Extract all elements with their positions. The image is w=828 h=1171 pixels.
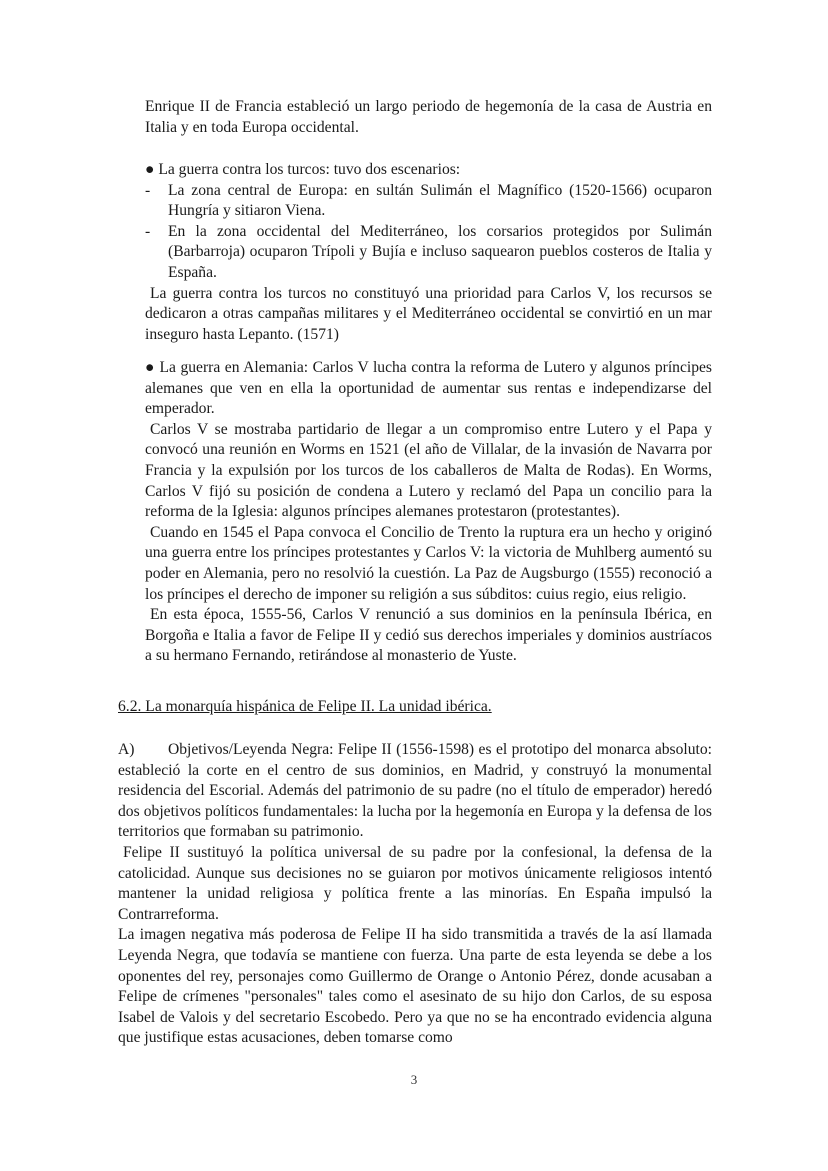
- paragraph: En esta época, 1555-56, Carlos V renunció a sus dominios en la península Ibérica, en Borgoña e Italia a favor de Felipe II y cedió sus derechos imperiales y dominios austríacos a su hermano Fernando, retirándose al monasterio de Yuste.: [145, 606, 712, 665]
- turcos-conclusion: La guerra contra los turcos no constituyó una prioridad para Carlos V, los recursos se dedicaron a otras campañas militares y el Mediterráneo occidental se convirtió en un mar inseguro hasta Lepanto. (1571): [145, 284, 712, 343]
- page-number: 3: [410, 1072, 418, 1087]
- alemania-heading: ● La guerra en Alemania: Carlos V lucha contra la reforma de Lutero y algunos príncipes alemanes que ven en ella la oportunidad de aumentar sus rentas e independizarse del emperador.: [145, 359, 712, 418]
- list-item: - La zona central de Europa: en sultán Sulimán el Magnífico (1520-1566) ocuparon Hungría y sitiaron Viena.: [145, 181, 712, 220]
- bullet-icon: ●: [145, 359, 156, 376]
- subsection-label: A): [118, 741, 135, 758]
- section-heading: [118, 697, 712, 718]
- list-item: - En la zona occidental del Mediterráneo, los corsarios protegidos por Sulimán (Barbarroja) ocuparon Trípoli y Bujía e incluso saquearon pueblos costeros de Italia y España.: [145, 222, 712, 281]
- intro-paragraph: Enrique II de Francia estableció un largo periodo de hegemonía de la casa de Austria en Italia y en toda Europa occidental.: [145, 98, 712, 136]
- alemania-section: [145, 358, 712, 667]
- paragraph: Carlos V se mostraba partidario de llegar a un compromiso entre Lutero y el Papa y convocó una reunión en Worms en 1521 (el año de Villalar, de la invasión de Navarra por Francia y la expulsión por los turcos de los caballeros de Malta de Rodas). En Worms, Carlos V fijó su posición de condena a Lutero y reclamó del Papa un concilio para la reforma de la Iglesia: algunos príncipes alemanes protestaron (protestantes).: [145, 420, 712, 521]
- paragraph: Cuando en 1545 el Papa convoca el Concilio de Trento la ruptura era un hecho y originó una guerra entre los príncipes protestantes y Carlos V: la victoria de Muhlberg aumentó su poder en Alemania, pero no resolvió la cuestión. La Paz de Augsburgo (1555) reconoció a los príncipes el derecho de imponer su religión a sus súbditos: cuius regio, eius religio.: [145, 523, 712, 603]
- turcos-heading: ● La guerra contra los turcos: tuvo dos escenarios:: [145, 161, 461, 178]
- paragraph: La imagen negativa más poderosa de Felipe II ha sido transmitida a través de la así llamada Leyenda Negra, que todavía se mantiene con fuerza. Una parte de esta leyenda se debe a los oponentes del rey, personajes como Guillermo de Orange o Antonio Pérez, donde acusaban a Felipe de crímenes "personales" tales como el asesinato de su hijo don Carlos, de su esposa Isabel de Valois y del secretario Escobedo. Pero ya que no se ha encontrado evidencia alguna que justifique estas acusaciones, deben tomarse como: [118, 926, 712, 1047]
- turcos-section: [145, 160, 712, 345]
- section-6-2-body: [118, 740, 712, 1049]
- dash-icon: -: [145, 181, 151, 199]
- bullet-icon: ●: [145, 161, 155, 178]
- paragraph: Felipe II sustituyó la política universal de su padre por la confesional, la defensa de la catolicidad. Aunque sus decisiones no se guiaron por motivos únicamente religiosos intentó mantener la unidad religiosa y política frente a las minorías. En España impulsó la Contrarreforma.: [118, 843, 712, 923]
- section-title: 6.2. La monarquía hispánica de Felipe II. La unidad ibérica.: [118, 698, 492, 715]
- subsection-a: A) Objetivos/Leyenda Negra: Felipe II (1556-1598) es el prototipo del monarca absoluto: estableció la corte en el centro de sus dominios, en Madrid, y construyó la monumental residencia del Escorial. Además del patrimonio de su padre (no el título de emperador) heredó dos objetivos políticos fundamentales: la lucha por la hegemonía en Europa y la defensa de los territorios que formaban su patrimonio.: [118, 741, 712, 841]
- dash-icon: -: [145, 222, 151, 240]
